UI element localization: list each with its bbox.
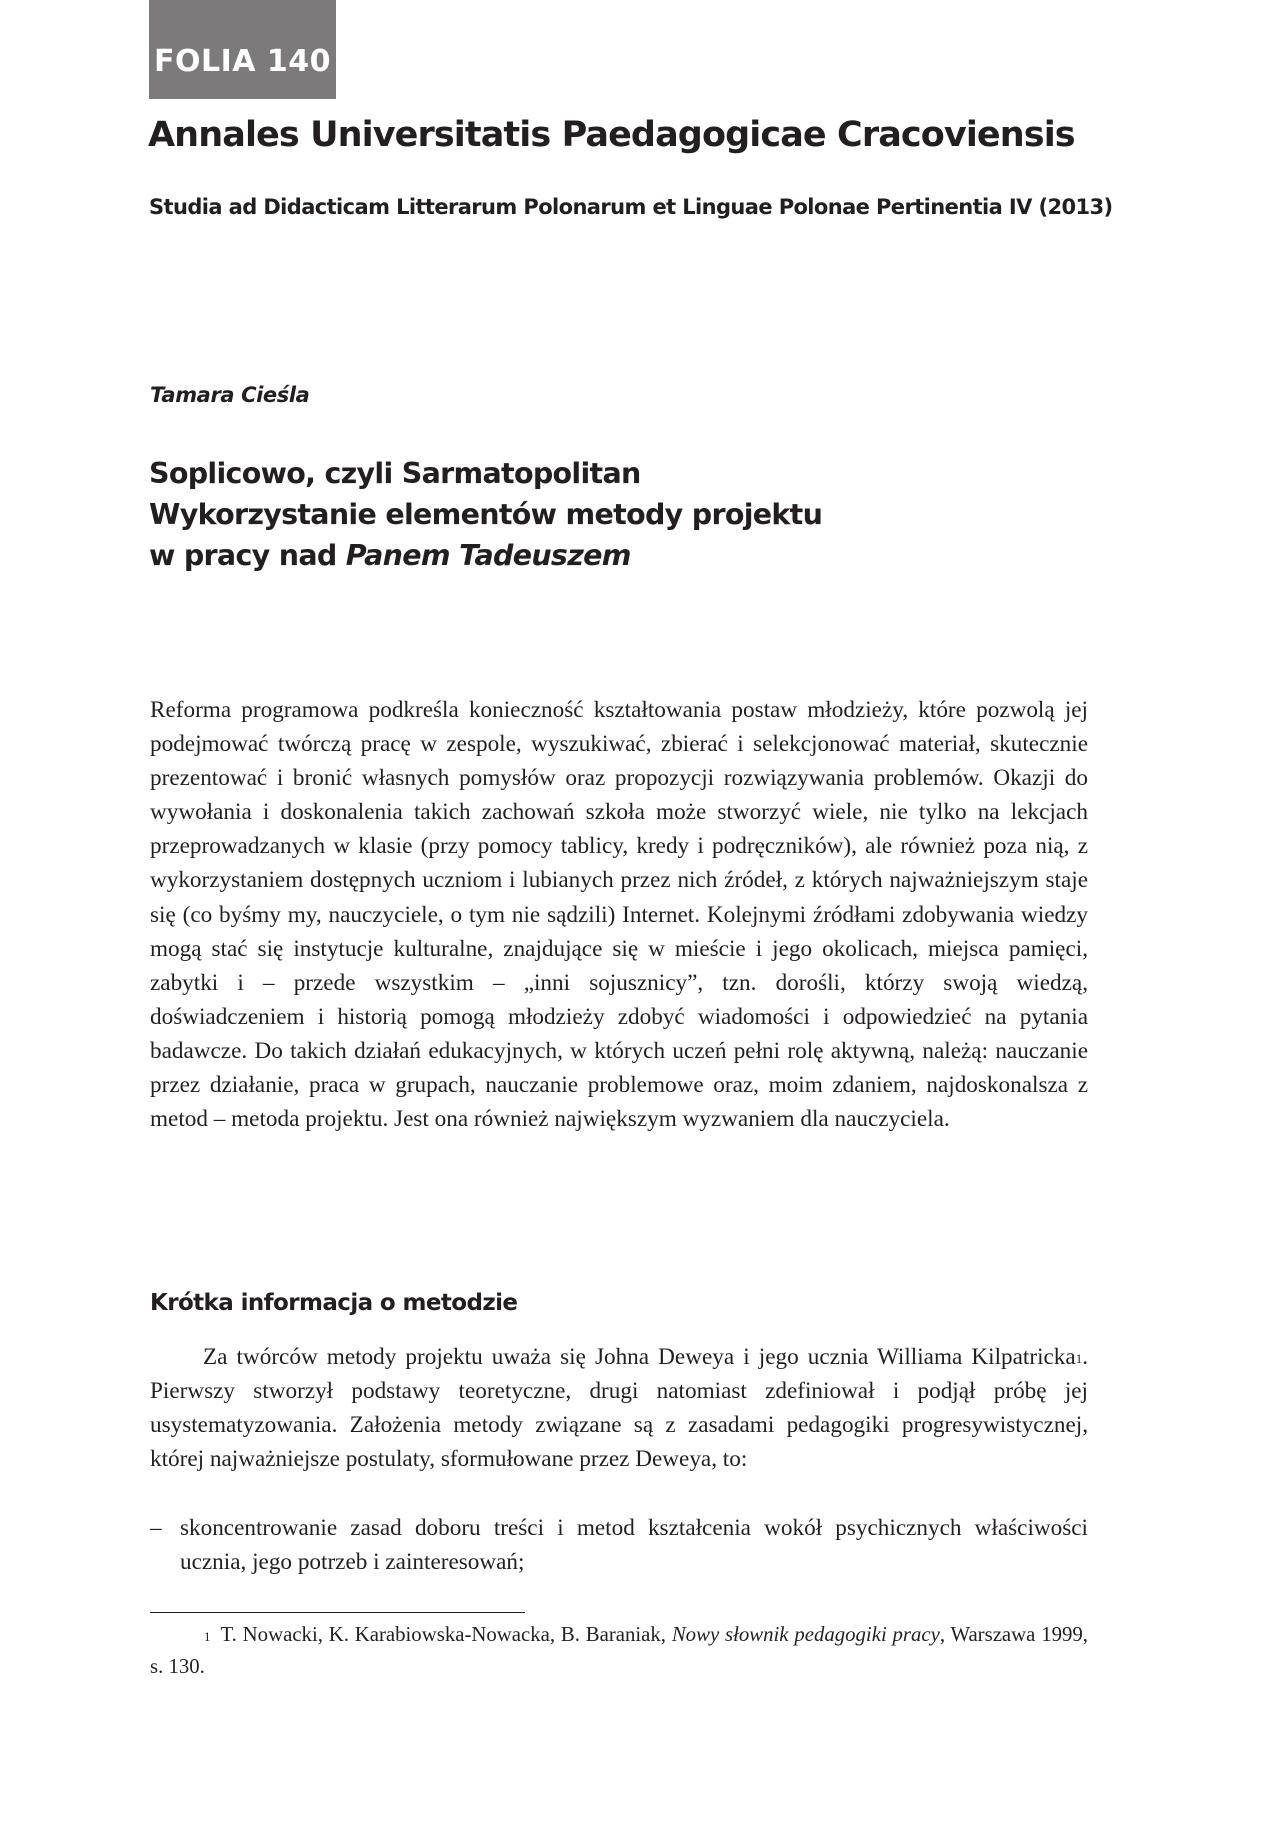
paragraph-2-text-b: . Pierwszy stworzył podstawy teoretyczne, drugi natomiast zdefiniował i podjął próbę jej usystematyzowania. Założenia metody związane są z zasadami pedagogiki progresywistycznej, której najważniejsze postulaty, sformułowane przez Deweya, to: [150, 1344, 1088, 1473]
journal-title: Annales Universitatis Paedagogicae Cracoviensis [148, 115, 1075, 155]
article-title-line-3-prefix: w pracy nad [149, 539, 346, 572]
section-heading: Krótka informacja o metodzie [150, 1290, 518, 1316]
article-title-line-1: Soplicowo, czyli Sarmatopolitan [149, 457, 641, 490]
article-title-line-3 [149, 535, 822, 576]
footnote-reference: 1 [1075, 1351, 1083, 1366]
footnote-text-a: T. Nowacki, K. Karabiowska-Nowacka, B. Baraniak, [220, 1623, 672, 1646]
body-paragraph-2 [150, 1340, 1088, 1476]
author-name: Tamara Cieśla [150, 383, 310, 407]
footnote [150, 1619, 1088, 1683]
body-paragraph-1: Reforma programowa podkreśla konieczność kształtowania postaw młodzieży, które pozwolą jej podejmować twórczą pracę w zespole, wyszukiwać, zbierać i selekcjonować materiał, skutecznie prezentować i bronić własnych pomysłów oraz propozycji rozwiązywania problemów. Okazji do wywołania i doskonalenia takich zachowań szkoła może stworzyć wiele, nie tylko na lekcjach przeprowadzanych w klasie (przy pomocy tablicy, kredy i podręczników), ale również poza nią, z wykorzystaniem dostępnych uczniom i lubianych przez nich źródeł, z których najważniejszym staje się (co byśmy my, nauczyciele, o tym nie sądzili) Internet. Kolejnymi źródłami zdobywania wiedzy mogą stać się instytucje kulturalne, znajdujące się w mieście i jego okolicach, miejsca pamięci, zabytki i – przede wszystkim – „inni sojusznicy”, tzn. dorośli, którzy swoją wiedzą, doświadczeniem i historią pomogą młodzieży zdobyć wiadomości i odpowiedzieć na pytania badawcze. Do takich działań edukacyjnych, w których uczeń pełni rolę aktywną, należą: nauczanie przez działanie, praca w grupach, nauczanie problemowe oraz, moim zdaniem, najdoskonalsza z metod – metoda projektu. Jest ona również największym wyzwaniem dla nauczyciela. [150, 697, 1088, 1133]
article-title-line-3-italic: Panem Tadeuszem [345, 539, 631, 572]
list-item [150, 1511, 1088, 1579]
footnote-mark: 1 [204, 1629, 211, 1644]
folia-badge: FOLIA 140 [149, 0, 336, 99]
footnote-divider [150, 1612, 525, 1613]
article-title [149, 453, 822, 576]
list-bullet-dash: – [150, 1515, 162, 1541]
footnote-book-title: Nowy słownik pedagogiki pracy [671, 1623, 940, 1646]
journal-subtitle: Studia ad Didacticam Litterarum Polonarum et Linguae Polonae Pertinentia IV (2013) [149, 195, 1113, 219]
list-item-text: skoncentrowanie zasad doboru treści i metod kształcenia wokół psychicznych właściwości ucznia, jego potrzeb i zainteresowań; [180, 1515, 1088, 1576]
article-title-line-2: Wykorzystanie elementów metody projektu [149, 498, 823, 531]
footnote-text-b: , Warszawa 1999, s. 130. [150, 1623, 1088, 1678]
paragraph-2-text-a: Za twórców metody projektu uważa się Johna Deweya i jego ucznia Williama Kilpatricka [203, 1344, 1076, 1370]
